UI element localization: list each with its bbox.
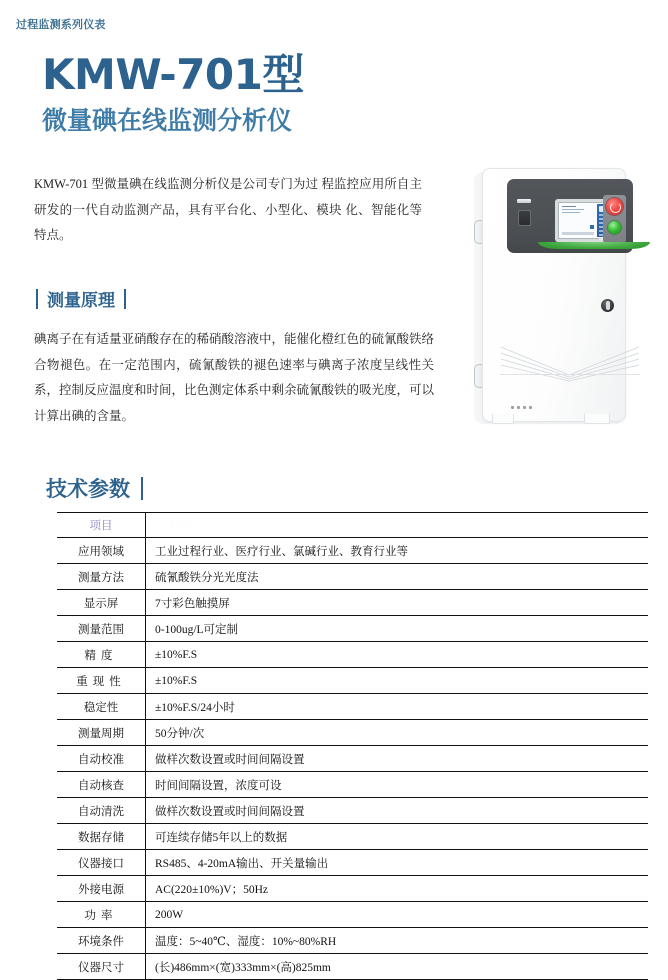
table-cell-key: 数据存储 (57, 824, 146, 850)
table-cell-key: 显示屏 (57, 590, 146, 616)
table-cell-key: 仪器尺寸 (57, 954, 146, 980)
table-row (57, 876, 648, 902)
table-cell-value: 温度：5~40℃、湿度：10%~80%RH (146, 928, 649, 954)
table-cell-key: 自动校准 (57, 746, 146, 772)
screen-text-lines-icon (562, 206, 590, 215)
page-subtitle: 微量碘在线监测分析仪 (42, 106, 293, 135)
table-cell-value: ±10%F.S/24小时 (146, 694, 649, 720)
table-row (57, 616, 648, 642)
section-heading-parameters-label: 技术参数 (46, 477, 130, 501)
brand-label-icon (517, 199, 531, 203)
table-header-row (57, 512, 648, 538)
section-heading-parameters (46, 473, 143, 503)
heading-bar-right-icon (141, 477, 143, 500)
table-cell-key: 测量方法 (57, 564, 146, 590)
button-pad (603, 195, 626, 243)
table-cell-key: 应用领域 (57, 538, 146, 564)
table-cell-key: 仪器接口 (57, 850, 146, 876)
tubing-lines (499, 345, 641, 389)
cabinet-seam-line (500, 374, 640, 375)
table-cell-value: 50分钟/次 (146, 720, 649, 746)
table-row (57, 694, 648, 720)
cabinet-foot-left (492, 414, 514, 424)
spec-table (57, 512, 648, 980)
table-row (57, 564, 648, 590)
table-cell-value: 7寸彩色触摸屏 (146, 590, 649, 616)
table-row (57, 772, 648, 798)
table-cell-key: 测量范围 (57, 616, 146, 642)
tubing-svg (499, 345, 641, 389)
table-cell-value: RS485、4-20mA输出、开关量输出 (146, 850, 649, 876)
table-row (57, 642, 648, 668)
table-row (57, 850, 648, 876)
table-header-value: 参数 (146, 512, 649, 538)
table-cell-key: 稳定性 (57, 694, 146, 720)
table-cell-value: 工业过程行业、医疗行业、氯碱行业、教育行业等 (146, 538, 649, 564)
table-cell-value: ±10%F.S (146, 642, 649, 668)
table-cell-key: 环境条件 (57, 928, 146, 954)
table-row (57, 798, 648, 824)
section-heading-principle-label: 测量原理 (47, 291, 115, 311)
emergency-stop-button[interactable] (606, 198, 623, 215)
door-lock-icon[interactable] (601, 299, 614, 312)
table-cell-value: 做样次数设置或时间间隔设置 (146, 746, 649, 772)
table-cell-key: 自动清洗 (57, 798, 146, 824)
table-cell-value: ±10%F.S (146, 668, 649, 694)
panel-accent-strip (538, 242, 650, 249)
table-cell-key: 外接电源 (57, 876, 146, 902)
intro-paragraph: KMW-701 型微量碘在线监测分析仪是公司专门为过 程监控应用所自主研发的一代自动监测产品，具有平台化、小型化、模块 化、智能化等特点。 (34, 177, 422, 243)
table-cell-value: 0-100ug/L可定制 (146, 616, 649, 642)
screen-cursor-icon (590, 225, 594, 229)
page-title: KMW-701型 (42, 50, 304, 99)
table-row (57, 590, 648, 616)
table-cell-value: 可连续存储5年以上的数据 (146, 824, 649, 850)
table-cell-value: AC(220±10%)V；50Hz (146, 876, 649, 902)
heading-bar-right-icon (124, 289, 126, 309)
heading-bar-left-icon (36, 289, 38, 309)
table-row (57, 720, 648, 746)
principle-paragraph: 碘离子在有适量亚硝酸存在的稀硝酸溶液中，能催化橙红色的硫氰酸铁络合物褪色。在一定范围内，硫氰酸铁的褪色速率与碘离子浓度呈线性关系，控制反应温度和时间，比色测定体系中剩余硫氰酸铁的吸光度，可以计算出碘的含量。 (34, 332, 435, 423)
cabinet-foot-right (584, 414, 610, 424)
table-row (57, 824, 648, 850)
product-image (466, 168, 656, 433)
series-kicker: 过程监测系列仪表 (16, 18, 106, 31)
table-row (57, 538, 648, 564)
vent-holes-icon (511, 406, 532, 409)
section-heading-principle (36, 286, 126, 311)
table-cell-value: 硫氰酸铁分光光度法 (146, 564, 649, 590)
table-cell-key: 功率 (57, 902, 146, 928)
power-switch-icon (518, 210, 531, 226)
table-cell-value: 做样次数设置或时间间隔设置 (146, 798, 649, 824)
cabinet-body (482, 168, 626, 422)
table-row (57, 668, 648, 694)
table-cell-key: 重现性 (57, 668, 146, 694)
spec-table-body (57, 512, 648, 980)
table-cell-value: 时间间隔设置，浓度可设 (146, 772, 649, 798)
start-button[interactable] (608, 221, 621, 234)
control-panel (507, 179, 633, 253)
table-cell-key: 自动核查 (57, 772, 146, 798)
table-row (57, 928, 648, 954)
table-cell-value: (长)486mm×(宽)333mm×(高)825mm (146, 954, 649, 980)
table-header-key: 项目 (57, 512, 146, 538)
table-cell-key: 精度 (57, 642, 146, 668)
table-row (57, 746, 648, 772)
table-row (57, 954, 648, 980)
table-cell-value: 200W (146, 902, 649, 928)
table-cell-key: 测量周期 (57, 720, 146, 746)
screen-status-bar (562, 232, 594, 235)
table-row (57, 902, 648, 928)
